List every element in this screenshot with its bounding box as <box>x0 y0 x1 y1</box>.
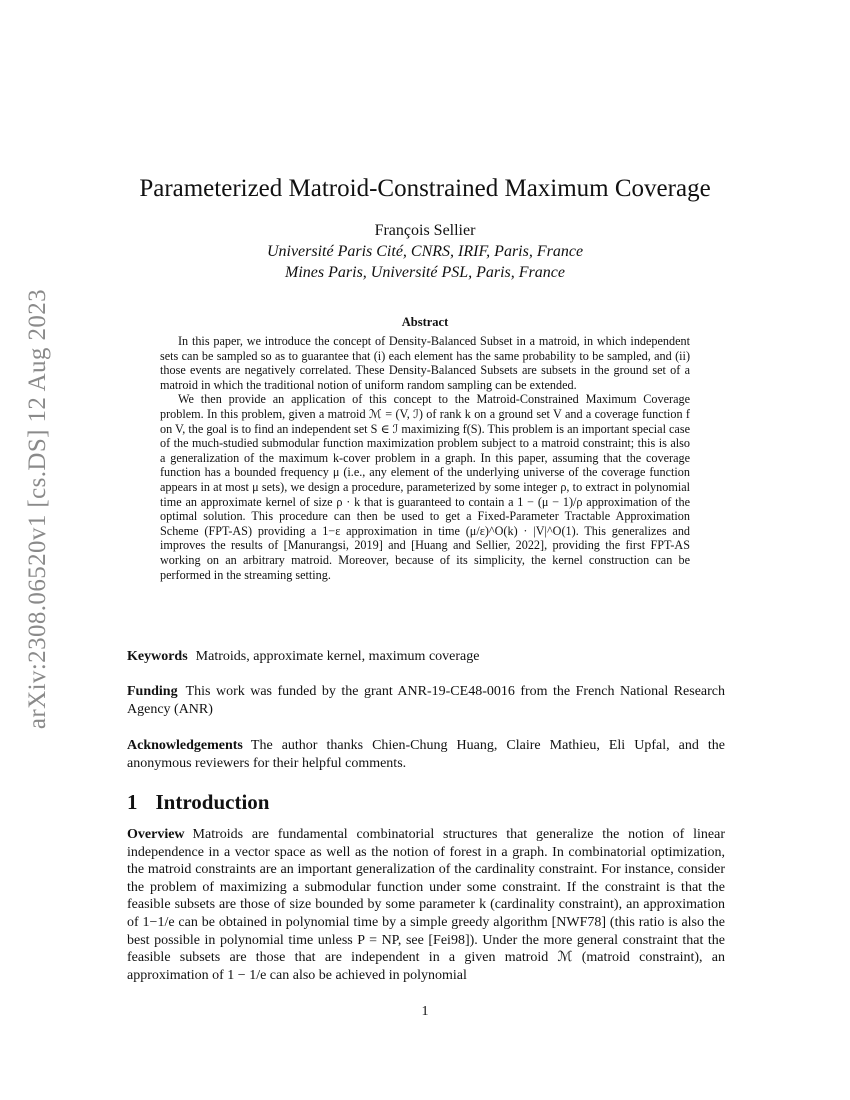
acknowledgements-text: The author thanks Chien-Chung Huang, Claire Mathieu, Eli Upfal, and the anonymous reviewers for their helpful comments. <box>127 738 725 771</box>
acknowledgements-label: Acknowledgements <box>127 738 243 753</box>
abstract-paragraph-2: We then provide an application of this concept to the Matroid-Constrained Maximum Coverage problem. In this problem, given a matroid ℳ = (V, ℐ) of rank k on a ground set V and a coverage function f on V, the goal is to find an independent set S ∈ ℐ maximizing f(S). This problem is an important special case of the much-studied submodular function maximization problem subject to a matroid constraint; this is also a generalization of the maximum k-cover problem in a graph. In this paper, assuming that the coverage function has a bounded frequency μ (i.e., any element of the underlying universe of the coverage function appears in at most μ sets), we design a procedure, parameterized by some integer ρ, to extract in polynomial time an approximate kernel of size ρ · k that is guaranteed to contain a 1 − (μ − 1)/ρ approximation of the optimal solution. This procedure can then be used to get a Fixed-Parameter Tractable Approximation Scheme (FPT-AS) providing a 1−ε approximation in time (μ/ε)^O(k) · |V|^O(1). This generalizes and improves the results of [Manurangsi, 2019] and [Huang and Sellier, 2022], providing the first FPT-AS working on an arbitrary matroid. Moreover, because of its simplicity, the kernel construction can be performed in the streaming setting. <box>160 392 690 582</box>
paper-title: Parameterized Matroid-Constrained Maximum Coverage <box>139 175 711 202</box>
affiliation-1: Université Paris Cité, CNRS, IRIF, Paris, France <box>266 243 584 260</box>
abstract-body <box>160 334 690 582</box>
abstract-heading: Abstract <box>401 315 449 329</box>
keywords-block <box>127 648 725 666</box>
arxiv-identifier: arXiv:2308.06520v1 [cs.DS] 12 Aug 2023 <box>24 288 51 730</box>
section-title: Introduction <box>155 790 270 814</box>
abstract-paragraph-1: In this paper, we introduce the concept of Density-Balanced Subset in a matroid, in which independent sets can be sampled so as to guarantee that (i) each element has the same probability to be sampled, and (ii) those events are negatively correlated. These Density-Balanced Subsets are subsets in the ground set of a matroid in which the traditional notion of uniform random sampling can be extended. <box>160 334 690 392</box>
keywords-label: Keywords <box>127 649 188 664</box>
affiliation-2: Mines Paris, Université PSL, Paris, France <box>285 264 565 281</box>
arxiv-sidebar <box>16 262 60 756</box>
keywords-text: Matroids, approximate kernel, maximum coverage <box>195 649 480 664</box>
funding-text: This work was funded by the grant ANR-19-CE48-0016 from the French National Research Agency (ANR) <box>127 684 725 717</box>
author-name: François Sellier <box>374 222 476 239</box>
page-number: 1 <box>421 1004 429 1019</box>
section-heading <box>127 790 269 815</box>
funding-label: Funding <box>127 684 178 699</box>
overview-label: Overview <box>127 827 185 842</box>
funding-block <box>127 683 725 718</box>
acknowledgements-block <box>127 737 725 772</box>
overview-text: Matroids are fundamental combinatorial structures that generalize the notion of linear independence in a vector space as well as the notion of forest in a graph. In combinatorial optimization, the matroid constraints are an important generalization of the cardinality constraint. For instance, consider the problem of maximizing a submodular function under some constraint. If the constraint is that the feasible subsets are those of size bounded by some parameter k (cardinality constraint), an approximation of 1−1/e can be obtained in polynomial time by a simple greedy algorithm [NWF78] (this ratio is also the best possible in polynomial time unless P = NP, see [Fei98]). Under the more general constraint that the feasible subsets are those that are independent in a given matroid ℳ (matroid constraint), an approximation of 1 − 1/e can also be achieved in polynomial <box>127 827 725 983</box>
overview-paragraph <box>127 826 725 984</box>
section-number: 1 <box>127 790 138 814</box>
